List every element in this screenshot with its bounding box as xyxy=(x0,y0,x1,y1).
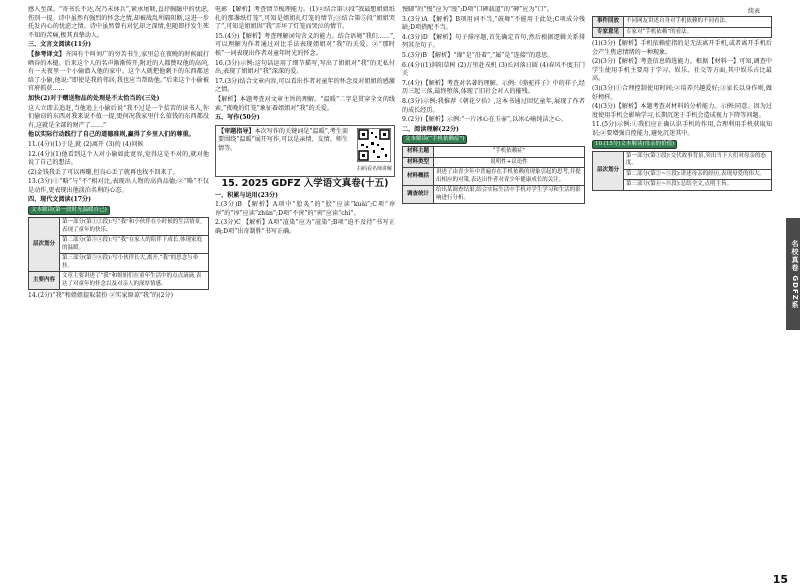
row-header: 层次划分 xyxy=(593,151,624,190)
bold-line: 他以实际行动践行了自己的道德准则,赢得了乡里人们的尊重。 xyxy=(28,131,195,139)
table-row xyxy=(29,272,209,290)
exam-note-box xyxy=(215,125,395,177)
paragraph: 11.(5分)示例:①我们应正确认识手机的作用,合理利用手机获取知识;②要增强自控能力,避免沉迷其中。 xyxy=(592,121,772,137)
paragraph: 这人立即去追赶,当他追上小偷后说“我不过是一个贫苦的读书人,你们偷窃的东西对我来说不值一提,更何况我家里什么值钱的东西都没有,这就是全部的财产了……” xyxy=(28,104,209,129)
paragraph: 15.(4分)【解析】考查理解词句含义的能力。结合语境“我们……”,可以理解为作者通过对比手法表现姐姐对“我”的关爱。②“那时候”一词表现出作者对童年时光的怀念。 xyxy=(215,32,395,57)
paragraph: (2)(3分)【解析】考查信息筛选能力。根据【材料一】可知,调查中学生使用手机主要用于学习、娱乐、社交等方面,其中娱乐占比最高。 xyxy=(592,58,772,83)
reading-banner xyxy=(402,135,585,144)
side-tab: 名校真卷 GDFZ系 xyxy=(786,218,800,330)
paragraph xyxy=(28,51,209,94)
exam-title: 15. 2025 GDFZ 入学语文真卷(十五) xyxy=(221,177,389,189)
reading-banner xyxy=(592,140,772,149)
table-row xyxy=(593,27,772,38)
qr-code-icon xyxy=(357,128,391,162)
material-table xyxy=(402,146,585,204)
paragraph: (3)(3分)①合理控制使用时间;②培养兴趣爱好;③家长以身作则,做好榜样。 xyxy=(592,84,772,101)
qr-caption: 扫码看名师讲解 xyxy=(356,166,392,173)
answer-9: 9.(2分)【解析】示例:“一片冰心在玉壶”,以冰心喻纯洁之心。 xyxy=(402,116,567,124)
continued-label: 续表 xyxy=(748,8,761,15)
table-cell: 第二部分(第③④段):写“我”在家人的陪伴下成长,体现家庭的温暖。 xyxy=(60,236,209,254)
table-row xyxy=(403,186,585,204)
paragraph: (4)(3分)【解析】本题考查对材料的分析能力。示例:同意。因为过度使用手机会影响学习,长期沉迷于手机会造成视力下降等问题。 xyxy=(592,103,772,119)
column-3 xyxy=(402,6,585,576)
text: 齐国有个叫刘广的穷苦书生,家里总在夜晚的时候敲打晒谷的木槌。后来这个人的名声渐渐传开,附近的人都赞叹他的高尚,有一天夜里一个小偷潜入他的家中。这个人就把他剩下的东西都送给了小偷,他说:“即使是我的邻居,我也应当帮助他。”后来这个小偷被官府抓获…… xyxy=(28,50,209,93)
table-cell: 第一部分(第①段):交代故事背景,突出当下人们对母亲的态度。 xyxy=(624,151,772,169)
row-header: 材料类型 xyxy=(403,157,434,168)
section-heading: 四、现代文阅读(17分) xyxy=(28,196,91,204)
answer-1: 1.(3分)B 【解析】A项中“脍炙”的“脍”应读“kuài”;C项“谆谆”的“谆”应读“zhūn”;D项“不啻”的“啻”应读“chì”。 xyxy=(215,201,395,217)
answer-7: 7.(4分)【解析】考查对名著的理解。示例:《骆驼祥子》中的祥子,经历三起三落,最终堕落,体现了旧社会对人的摧残。 xyxy=(402,79,585,96)
table-cell: 第三部分(第⑥~⑧段):总结全文,点明主旨。 xyxy=(624,180,772,191)
bold-line: 加快(2)对于赠送物品的处理是不太恰当的(三处) xyxy=(28,94,160,102)
section-heading: 五、写作(50分) xyxy=(215,114,260,122)
answer-12: 12.(4分)(1)他看到这个人对小偷如此宽容,觉得这是不对的,就对他说了自己的想法。 xyxy=(28,150,209,167)
table-cell: 第三部分(第⑤⑥段):写小伙伴长大,离开,“我”的思念与牵挂。 xyxy=(60,254,209,272)
column-1 xyxy=(28,6,209,576)
paragraph: 16.(3分)示例:这句话运用了细节描写,写出了姐姐对“我”的无私付出,表现了姐姐对“我”深深的爱。 xyxy=(215,59,395,76)
row-header: 层次划分 xyxy=(29,218,60,272)
section-heading: 一、积累与运用(23分) xyxy=(215,191,278,199)
label: 【参考译文】 xyxy=(28,50,66,58)
answer-2: 2.(3分)C 【解析】A项“渲染”应为“渲染”;B项“迫不及待”书写正确;D项“出奇制胜”书写正确。 xyxy=(215,219,395,235)
paragraph: 电影 【解析】考查情节梳理能力。(1)②结合第③段“我最想姐姐纸扎的那盏纸灯笼”,可知是姐姐扎灯笼的情节;③结合第⑤段“姐姐哭了”,可知是姐姐因“我”弄坏了灯笼而哭泣的情节。 xyxy=(215,6,395,31)
paragraph: 慢脚”的“慢”应为“漫”;D项“口碑载道”的“碑”应为“口”。 xyxy=(402,6,553,13)
row-header: 主要内容 xyxy=(29,272,60,290)
table-row xyxy=(403,157,585,168)
text: 本次写作的关键词是“温暖”,考生需要围绕“温暖”展开写作,可以是亲情、友情、师生情等。 xyxy=(218,127,349,152)
row-header: 事件回放 xyxy=(593,17,624,28)
table-cell: 专家对“手机依赖”的看法。 xyxy=(624,27,772,38)
answer-14: 14.(2分)“我”和姐姐提取装扮 ②实家原谅“我”的(2分) xyxy=(28,292,173,300)
reading-banner xyxy=(28,206,209,215)
section-heading: 二、阅读理解(22分) xyxy=(402,125,459,133)
event-table xyxy=(592,16,772,38)
paragraph: 17.(3分)结合文章内容,可以看出作者对童年的怀念及对姐姐的感激之情。 xyxy=(215,77,395,94)
column-2 xyxy=(215,6,395,576)
table-cell: 第一部分(第①②段):写“我”和小伙伴在小时候的生活情景,表现了童年的快乐。 xyxy=(60,218,209,236)
table-cell: 给出某调查结果,结合实际生活中手机对学生学习和生活的影响进行分析。 xyxy=(434,186,585,204)
table-cell: 文章主要讲述了“我”和姐姐们在童年生活中的点点滴滴,表达了对童年的怀念以及对亲人的深厚情感。 xyxy=(60,272,209,290)
structure-table xyxy=(592,151,772,191)
paragraph: 【解析】本题考查对文章主旨的理解。“温暖”二字是贯穿全文的线索,“夜晚的灯笼”象征着姐姐对“我”的关爱。 xyxy=(215,95,395,112)
column-4 xyxy=(592,14,772,576)
table-row xyxy=(403,168,585,186)
table-row xyxy=(29,218,209,236)
banner-tag: 文本解读(“手机依赖症”) xyxy=(402,135,467,144)
answer-11: 11.(4分)(1)于是,就 (2)离开 (3)的 (4)问候 xyxy=(28,140,144,148)
table-row xyxy=(593,17,772,28)
row-header: 调查统计 xyxy=(403,186,434,204)
answer-6: 6.(4分)(1)斜阳草树 (2)万里赴戎机 (3)长河落日圆 (4)春风不度玉门关 xyxy=(402,61,585,78)
table-cell: 讲述了由青少年中普遍存在手机依赖的现象引起的思考,并提出相应的对策,表达出作者对青少年健康成长的关注。 xyxy=(434,168,585,186)
answer-5: 5.(3分)B 【解析】“缘”是“沿着”,“属”是“连接”的意思。 xyxy=(402,51,554,59)
qr-block xyxy=(357,128,392,174)
table-cell: “手机依赖症” xyxy=(434,147,585,158)
row-header: 材料概括 xyxy=(403,168,434,186)
answer-12b: (2)金钱我丢了可以再赚,但良心丢了就再也找不回来了。 xyxy=(28,168,179,176)
row-header: 专家意见 xyxy=(593,27,624,38)
answer-8: 8.(3分)示例:我推荐《朝花夕拾》,这本书通过回忆童年,展现了作者的成长经历。 xyxy=(402,97,585,114)
row-header: 材料主题 xyxy=(403,147,434,158)
paragraph: 感人至深。“寄书长不达,况乃未休兵”,紧承尾联,直抒胸臆中的忧虑,伤别一提。诗中虽然有强烈的怀念之情,却被战乱所隔阻断,这进一步托发内心的忧虑之情。诗中虽然曾有对忆却之深情,但随即抒发生死不知的苦痛,极其真挚动人。 xyxy=(28,6,209,39)
answer-3: 3.(3分)A 【解析】B项用词不当,“鼓舞”不能用于此处;C项成分残缺;D项搭配不当。 xyxy=(402,15,585,32)
table-row xyxy=(593,151,772,169)
section-heading: 三、文言文阅读(11分) xyxy=(28,41,91,49)
banner-tag: 文本解读(第一段时光温暖自己) xyxy=(28,206,110,215)
structure-table xyxy=(28,217,209,290)
label: 【审题指导】 xyxy=(218,127,255,135)
table-row xyxy=(403,147,585,158)
answer-4: 4.(3分)D 【解析】句子排序题,首先确定首句,然后根据逻辑关系排列其余句子。 xyxy=(402,33,585,50)
table-cell: 第二部分(第②~⑤段):讲述母亲的经历,表现母爱的伟大。 xyxy=(624,169,772,180)
answer-13: 13.(3分)①“略”与“不”相对比,表现出人物的高尚品德;②“略”不仅是动作,更表现出他淡泊名利的心态。 xyxy=(28,178,209,194)
banner-tag: 10.(15分)文本解读(母亲的价值) xyxy=(592,140,677,149)
page-number: 15 xyxy=(772,573,788,586)
paragraph: (1)(3分)【解析】手机依赖症指的是无法离开手机,或者离开手机后会产生焦虑情绪的一种现象。 xyxy=(592,40,772,56)
table-cell: 不同网友讲述自身对手机依赖的不同看法。 xyxy=(624,17,772,28)
table-cell: 说明性+议论性 xyxy=(434,157,585,168)
